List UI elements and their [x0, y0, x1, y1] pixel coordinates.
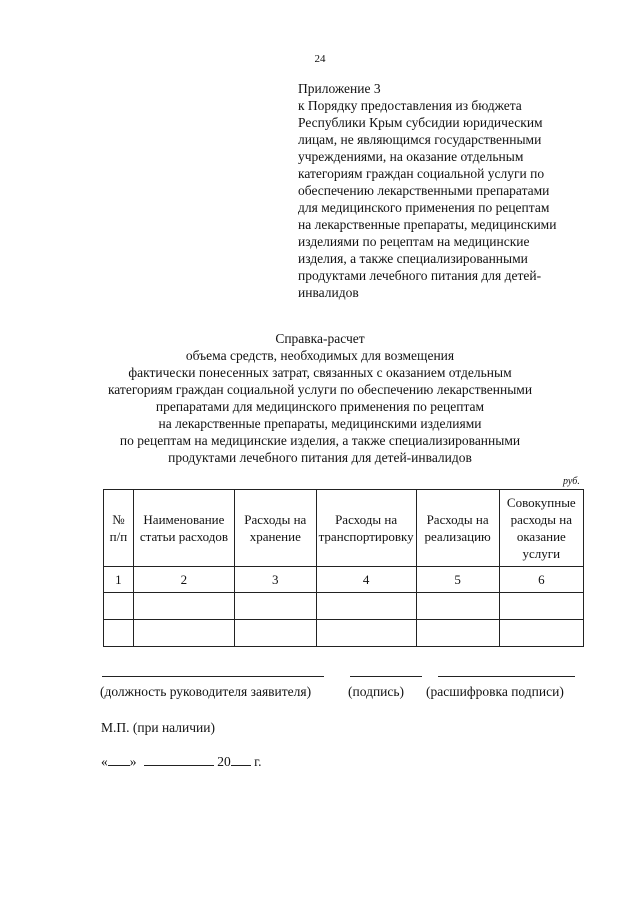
date-line	[101, 753, 262, 770]
appendix-line: для медицинского применения по рецептам	[298, 200, 550, 215]
document-title	[60, 330, 580, 466]
table-cell	[416, 620, 499, 647]
appendix-line: продуктами лечебного питания для детей-	[298, 268, 542, 283]
table-row	[104, 620, 584, 647]
appendix-line: к Порядку предоставления из бюджета	[298, 98, 522, 113]
table-cell	[104, 593, 134, 620]
header-total-costs: Совокупные расходы на оказание услуги	[499, 490, 583, 567]
day-blank	[108, 753, 130, 766]
decoding-label: (расшифровка подписи)	[426, 684, 564, 699]
table-cell	[316, 593, 416, 620]
header-number: № п/п	[104, 490, 134, 567]
table-cell	[133, 593, 234, 620]
appendix-line: обеспечению лекарственными препаратами	[298, 183, 550, 198]
column-number: 2	[133, 567, 234, 593]
table-cell	[104, 620, 134, 647]
header-transport-costs: Расходы на транспортировку	[316, 490, 416, 567]
date-close-quote: »	[129, 754, 137, 769]
appendix-line: лицам, не являющимся государственными	[298, 132, 542, 147]
date-open-quote: «	[101, 754, 108, 769]
table-cell	[235, 620, 317, 647]
header-sale-costs: Расходы на реализацию	[416, 490, 499, 567]
title-line: объема средств, необходимых для возмещения	[185, 348, 455, 363]
stamp-label: М.П. (при наличии)	[101, 720, 215, 735]
appendix-line: категориям граждан социальной услуги по	[298, 166, 545, 181]
table-cell	[133, 620, 234, 647]
appendix-line: инвалидов	[298, 285, 359, 300]
title-line: Справка-расчет	[275, 331, 365, 346]
table-cell	[499, 620, 583, 647]
title-line: фактически понесенных затрат, связанных с оказанием отдельным	[128, 365, 512, 380]
appendix-block	[298, 80, 598, 301]
year-suffix: г.	[254, 754, 262, 769]
decoding-line	[438, 676, 575, 677]
appendix-line: Республики Крым субсидии юридическим	[298, 115, 543, 130]
appendix-line: на лекарственные препараты, медицинскими	[298, 217, 557, 232]
year-blank	[231, 753, 251, 766]
signature-block	[100, 676, 590, 706]
calculation-table	[103, 489, 584, 647]
table-cell	[316, 620, 416, 647]
column-number: 5	[416, 567, 499, 593]
appendix-line: учреждениями, на оказание отдельным	[298, 149, 524, 164]
title-line: категориям граждан социальной услуги по обеспечению лекарственными	[107, 382, 533, 397]
column-number-row	[104, 567, 584, 593]
year-prefix: 20	[217, 754, 231, 769]
table-header-row	[104, 490, 584, 567]
column-number: 3	[235, 567, 317, 593]
header-item-name: Наименование статьи расходов	[133, 490, 234, 567]
page-number: 24	[314, 53, 326, 65]
header-storage-costs: Расходы на хранение	[235, 490, 317, 567]
position-line	[102, 676, 324, 677]
column-number: 1	[104, 567, 134, 593]
appendix-line: изделиями по рецептам на медицинские	[298, 234, 530, 249]
appendix-line: изделия, а также специализированными	[298, 251, 528, 266]
column-number: 4	[316, 567, 416, 593]
month-blank	[144, 753, 214, 766]
table-cell	[235, 593, 317, 620]
signature-label: (подпись)	[348, 684, 405, 699]
title-line: по рецептам на медицинские изделия, а также специализированными	[119, 433, 521, 448]
table-cell	[499, 593, 583, 620]
title-line: продуктами лечебного питания для детей-инвалидов	[168, 450, 472, 465]
currency-label: руб.	[563, 476, 580, 487]
column-number: 6	[499, 567, 583, 593]
signature-line	[350, 676, 422, 677]
title-line: препаратами для медицинского применения по рецептам	[155, 399, 485, 414]
table-cell	[416, 593, 499, 620]
appendix-line: Приложение 3	[298, 81, 381, 96]
position-label: (должность руководителя заявителя)	[100, 684, 312, 699]
table-row	[104, 593, 584, 620]
title-line: на лекарственные препараты, медицинскими изделиями	[158, 416, 482, 431]
